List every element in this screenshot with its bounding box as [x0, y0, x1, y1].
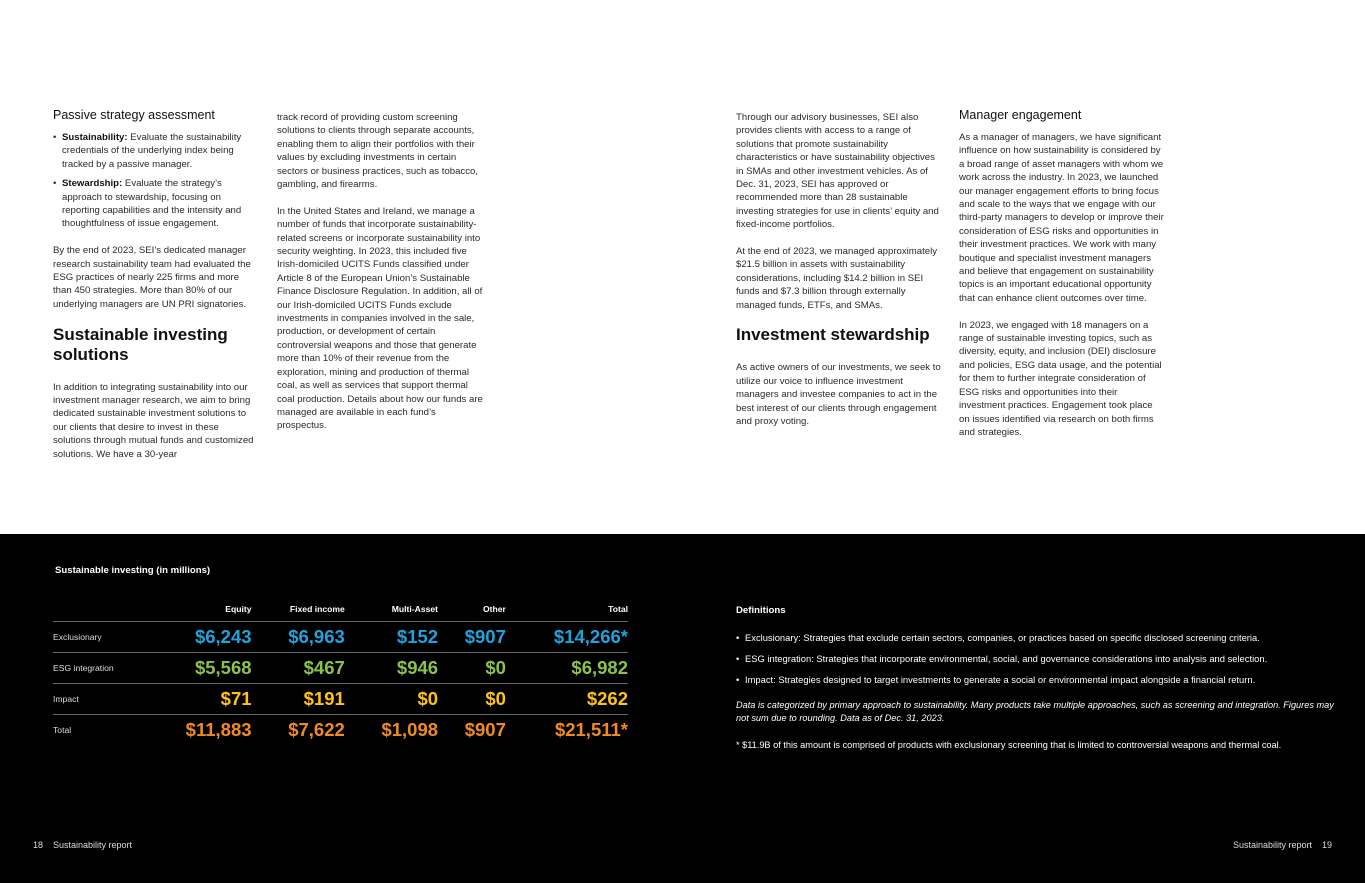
paragraph: In addition to integrating sustainability into our investment manager research, we aim to bring dedicated sustainable investment solutions to our clients that desire to invest in these solutions through mutual funds and customized solutions. We have a 30-year [53, 381, 254, 460]
table-header-row [53, 603, 628, 621]
table-row [53, 652, 628, 683]
data-note: Data is categorized by primary approach to sustainability. Many products take multiple approaches, such as screening and integration. Figures may not sum due to rounding. Data as of Dec. 31, 2023. [736, 700, 1334, 724]
footer-label: Sustainability report [1232, 840, 1312, 850]
row-label: ESG integration [53, 652, 143, 683]
paragraph: As active owners of our investments, we seek to utilize our voice to influence investment managers and investee companies to act in the best interest of our clients through engagement and proxy voting. [736, 362, 941, 428]
investment-stewardship-title: Investment stewardship [736, 325, 930, 345]
passive-strategy-heading: Passive strategy assessment [53, 108, 215, 122]
column-header: Equity [143, 603, 252, 621]
bullet-term: Stewardship: [62, 178, 123, 190]
table-cell: $262 [506, 683, 628, 714]
column-1 [53, 108, 259, 474]
table-cell: $907 [438, 621, 506, 652]
column-header: Fixed income [252, 603, 345, 621]
table-row [53, 621, 628, 652]
assessment-bullet-list [53, 131, 259, 231]
definitions-panel [736, 605, 1336, 751]
paragraph: As a manager of managers, we have significant influence on how sustainability is considered by a broad range of asset managers with whom we work across the industry. In 2023, we launched our manager engagement efforts to bring focus and scale to the ways that we engage with our third-party managers to develop or improve their consideration of ESG risks and opportunities in their investment practices. We work with many boutique and specialist investment managers and believe that engagement on sustainability topics is an important educational opportunity that can enhance client outcomes over time. [959, 132, 1164, 304]
table-cell: $946 [345, 652, 438, 683]
row-label: Total [53, 724, 72, 735]
list-item: • Exclusionary: Strategies that exclude certain sectors, companies, or practices based on specific disclosed screening criteria. [736, 632, 1336, 644]
column-header [53, 603, 143, 621]
sustainable-investing-solutions-title: Sustainable investing solutions [53, 324, 228, 364]
manager-engagement-heading: Manager engagement [959, 108, 1082, 122]
table-title: Sustainable investing (in millions) [55, 565, 211, 576]
table-cell: $5,568 [143, 652, 252, 683]
footer-label: Sustainability report [53, 840, 133, 850]
table-cell: $0 [438, 683, 506, 714]
sustainable-investing-table [53, 603, 628, 745]
table-cell: $6,243 [143, 621, 252, 652]
table-cell: $0 [438, 652, 506, 683]
list-item: • Impact: Strategies designed to target investments to generate a social or environmental impact alongside a financial return. [736, 674, 1336, 686]
table-cell: $1,098 [381, 718, 439, 740]
paragraph: track record of providing custom screening solutions to clients through separate accounts, enabling them to align their portfolios with their values by excluding investments in certain sectors or business practices, such as tobacco, gambling, and firearms. [277, 112, 479, 191]
paragraph: Through our advisory businesses, SEI also provides clients with access to a range of solutions that promote sustainability characteristics or have sustainability objectives in SMAs and other investment vehicles. As of Dec. 31, 2023, SEI has approved or recommended more than 28 sustainable investing strategies for use in clients’ equity and fixed-income portfolios. [736, 112, 939, 231]
bullet-text: Evaluate the strategy’s approach to stewardship, focusing on reporting capabilities and the intensity and thoughtfulness of issue engagement. [62, 178, 242, 230]
table-cell: $7,622 [288, 718, 345, 740]
row-label: Exclusionary [53, 621, 143, 652]
table-cell: $152 [345, 621, 438, 652]
table-cell: $0 [345, 683, 438, 714]
table-cell: $11,883 [185, 718, 252, 740]
table-cell: $21,511* [554, 718, 628, 740]
column-2 [277, 111, 483, 446]
list-item [53, 177, 259, 231]
table-cell: $6,963 [252, 621, 345, 652]
table-row [53, 683, 628, 714]
list-item [53, 131, 259, 171]
bullet-term: Sustainability: [62, 132, 128, 143]
footnote: * $11.9B of this amount is comprised of products with exclusionary screening that is limited to controversial weapons and thermal coal. [736, 739, 1282, 750]
table-cell: $191 [252, 683, 345, 714]
definitions-list [736, 632, 1336, 686]
table-cell: $6,982 [506, 652, 628, 683]
column-3 [736, 111, 942, 442]
table-cell: $14,266* [506, 621, 628, 652]
definitions-title: Definitions [736, 605, 786, 616]
paragraph: By the end of 2023, SEI’s dedicated manager research sustainability team had evaluated the ESG practices of nearly 225 firms and more than 450 strategies. More than 80% of our underlying managers are UN PRI signatories. [53, 245, 251, 310]
paragraph: In 2023, we engaged with 18 managers on a range of sustainable investing topics, such as diversity, equity, and inclusion (DEI) disclosure and policies, ESG data usage, and the potential for them to further integrate consideration of ESG risks and opportunities into their investment practices. Engagement took place on issues identified via research on both firms and strategies. [959, 319, 1162, 438]
list-item: • ESG integration: Strategies that incorporate environmental, social, and governance considerations into analysis and selection. [736, 653, 1336, 665]
page-number: 18 [33, 840, 44, 850]
table-cell: $907 [464, 718, 506, 740]
table-cell: $71 [143, 683, 252, 714]
column-header: Total [506, 603, 628, 621]
paragraph: At the end of 2023, we managed approximately $21.5 billion in assets with sustainability considerations, including $14.2 billion in SEI funds and $7.3 billion through externally managed funds, ETFs, and SMAs. [736, 246, 938, 311]
table-row [53, 714, 628, 745]
column-header: Other [438, 603, 506, 621]
table-cell: $467 [252, 652, 345, 683]
footer-left [33, 840, 142, 850]
column-header: Multi-Asset [345, 603, 438, 621]
row-label: Impact [53, 683, 143, 714]
data-section [0, 534, 1365, 883]
column-4 [959, 108, 1165, 453]
paragraph: In the United States and Ireland, we manage a number of funds that incorporate sustainability-related screens or incorporate sustainability into security weighting. In 2023, this included five Irish-domiciled UCITS Funds classified under Article 8 of the European Union’s Sustainable Finance Disclosure Regulation. In addition, all of our Irish-domiciled UCITS Funds exclude investments in companies involved in the sale, production, or development of certain controversial weapons and those that generate more than 10% of their revenue from the exploration, mining and production of thermal coal, as well as services that support thermal coal production. Details about how our funds are managed are available in each fund’s prospectus. [277, 205, 483, 432]
footer-right [1233, 840, 1332, 850]
page-number: 19 [1321, 840, 1332, 850]
bullet-text: Evaluate the sustainability credentials of the underlying index being tracked by a passive manager. [62, 132, 242, 170]
